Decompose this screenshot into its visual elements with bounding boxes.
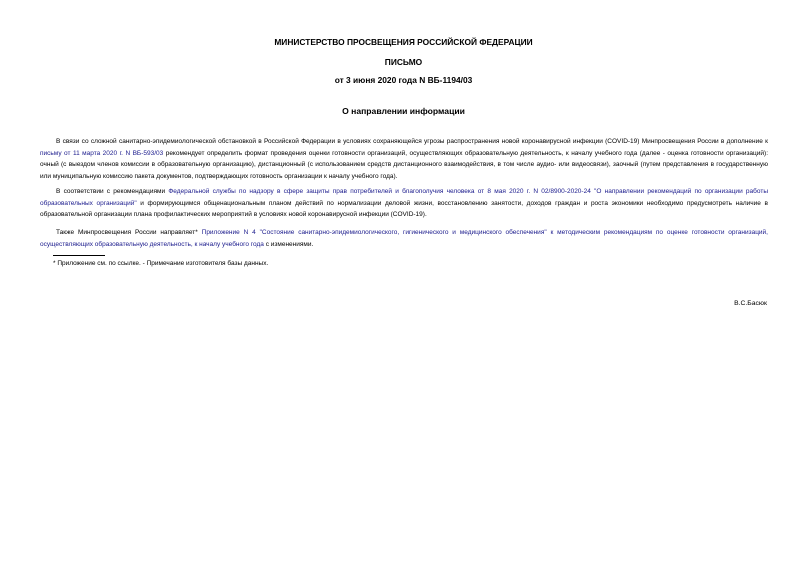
paragraph-1-text-a: В связи со сложной санитарно-эпидемиологической обстановкой в Российской Федерации в условиях сохраняющейся угрозы распространения новой коронавирусной инфекции (COVID-19) Минпросвещения России в дополнение к [56,138,768,145]
paragraph-3-text-a: Также Минпросвещения России направляет* [56,229,202,236]
link-appendix-4[interactable]: Приложение N 4 "Состояние санитарно-эпидемиологического, гигиенического и медицинского обеспечения" к методическим рекомендациям по оценке готовности организаций, осуществляющих образовательную деятельность, к началу учебного года [40,229,768,248]
document-date-number: от 3 июня 2020 года N ВБ-1194/03 [334,75,473,85]
footnote-divider [53,255,105,256]
ministry-heading: МИНИСТЕРСТВО ПРОСВЕЩЕНИЯ РОССИЙСКОЙ ФЕДЕРАЦИИ [274,37,533,47]
document-type: ПИСЬМО [384,57,423,67]
paragraph-2-text-b: и формирующимся общенациональным планом действий по нормализации деловой жизни, восстановлению занятости, доходов граждан и роста экономики необходимо предусмотреть наличие в образовательной организации плана профилактических мероприятий в условиях новой коронавирусной инфекции (COVID-19). [40,199,768,219]
paragraph-3-text-b: с изменениями. [263,240,314,248]
paragraph-1 [40,136,768,182]
footnote: * Приложение см. по ссылке. - Примечание изготовителя базы данных. [53,260,269,267]
document-subject: О направлении информации [342,106,465,116]
signature: В.С.Басюк [734,300,767,307]
paragraph-3 [40,227,768,250]
paragraph-1-text-b: рекомендует определить формат проведения оценки готовности организаций, осуществляющих образовательную деятельность, к началу учебного года (далее - оценка готовности организаций): очный (с выездом членов комиссии в образовательную организацию), дистанционный (с использованием средств дистанционного взаимодействия, в том числе аудио- или видеосвязи), заочный (путем представления в государственную или муниципальную комиссию пакета документов, подтверждающих готовность организации к началу учебного года). [40,149,768,180]
link-rospotrebnadzor-recommendations[interactable]: Федеральной службы по надзору в сфере защиты прав потребителей и благополучия человека от 8 мая 2020 г. N 02/8900-2020-24 "О направлении рекомендаций по организации работы образовательных организаций" [40,188,768,207]
link-letter-11-march[interactable]: письму от 11 марта 2020 г. N ВБ-593/03 [40,149,164,157]
paragraph-2-text-a: В соответствии с рекомендациями [56,188,169,195]
paragraph-2 [40,186,768,221]
